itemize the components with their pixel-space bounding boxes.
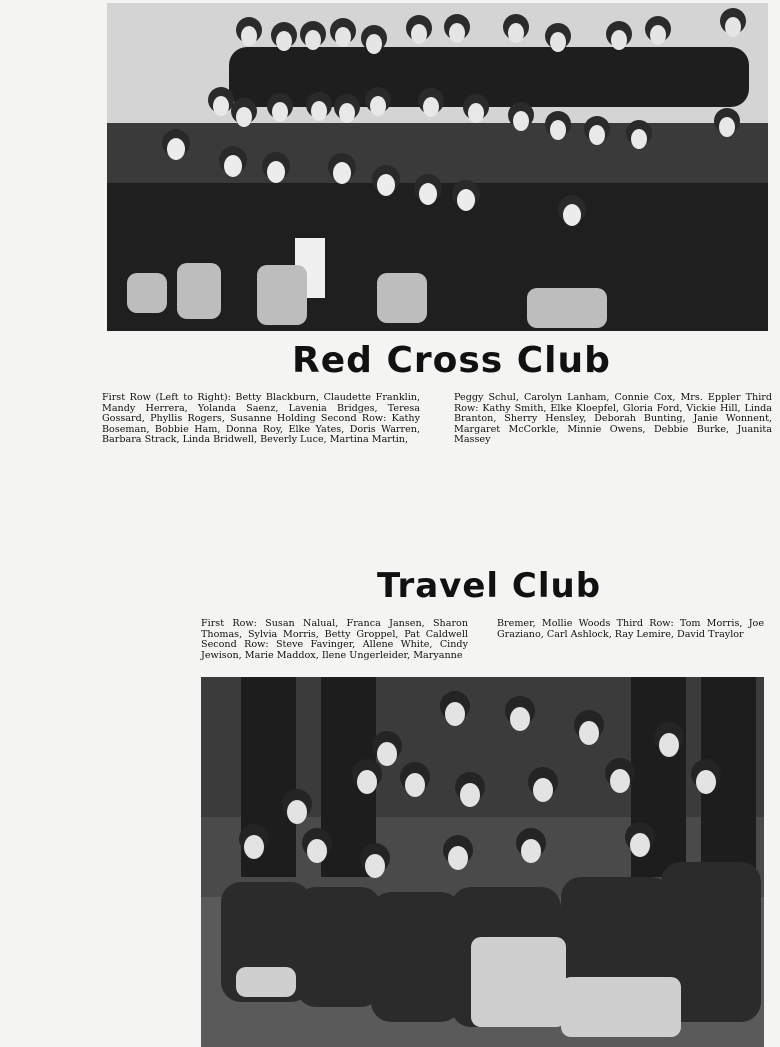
travel-title: Travel Club xyxy=(377,566,602,606)
red-cross-photo-graphic xyxy=(107,3,768,331)
travel-caption-left: First Row: Susan Nalual, Franca Jansen, Sharon Thomas, Sylvia Morris, Betty Groppel, Pat Caldwell Second Row: Steve Favinger, Allene White, Cindy Jewison, Marie Maddox, Ilene Ungerleider, Maryanne xyxy=(201,618,468,661)
travel-photo-graphic xyxy=(201,677,764,1047)
red-cross-caption-left: First Row (Left to Right): Betty Blackburn, Claudette Franklin, Mandy Herrera, Yolanda Saenz, Lavenia Bridges, Teresa Gossard, Phyllis Rogers, Susanne Holding Second Row: Kathy Boseman, Bobbie Ham, Donna Roy, Elke Yates, Doris Warren, Barbara Strack, Linda Bridwell, Beverly Luce, Martina Martin, xyxy=(102,392,420,446)
red-cross-group-photo xyxy=(107,3,768,331)
red-cross-title: Red Cross Club xyxy=(292,340,611,381)
red-cross-caption-right: Peggy Schul, Carolyn Lanham, Connie Cox, Mrs. Eppler Third Row: Kathy Smith, Elke Kloepfel, Gloria Ford, Vickie Hill, Linda Branton, Sherry Hensley, Deborah Bunting, Janie Wonnent, Margaret McCorkle, Minnie Owens, Debbie Burke, Juanita Massey xyxy=(454,392,772,446)
travel-caption-right: Bremer, Mollie Woods Third Row: Tom Morris, Joe Graziano, Carl Ashlock, Ray Lemire, David Traylor xyxy=(497,618,764,640)
travel-group-photo xyxy=(201,677,764,1047)
